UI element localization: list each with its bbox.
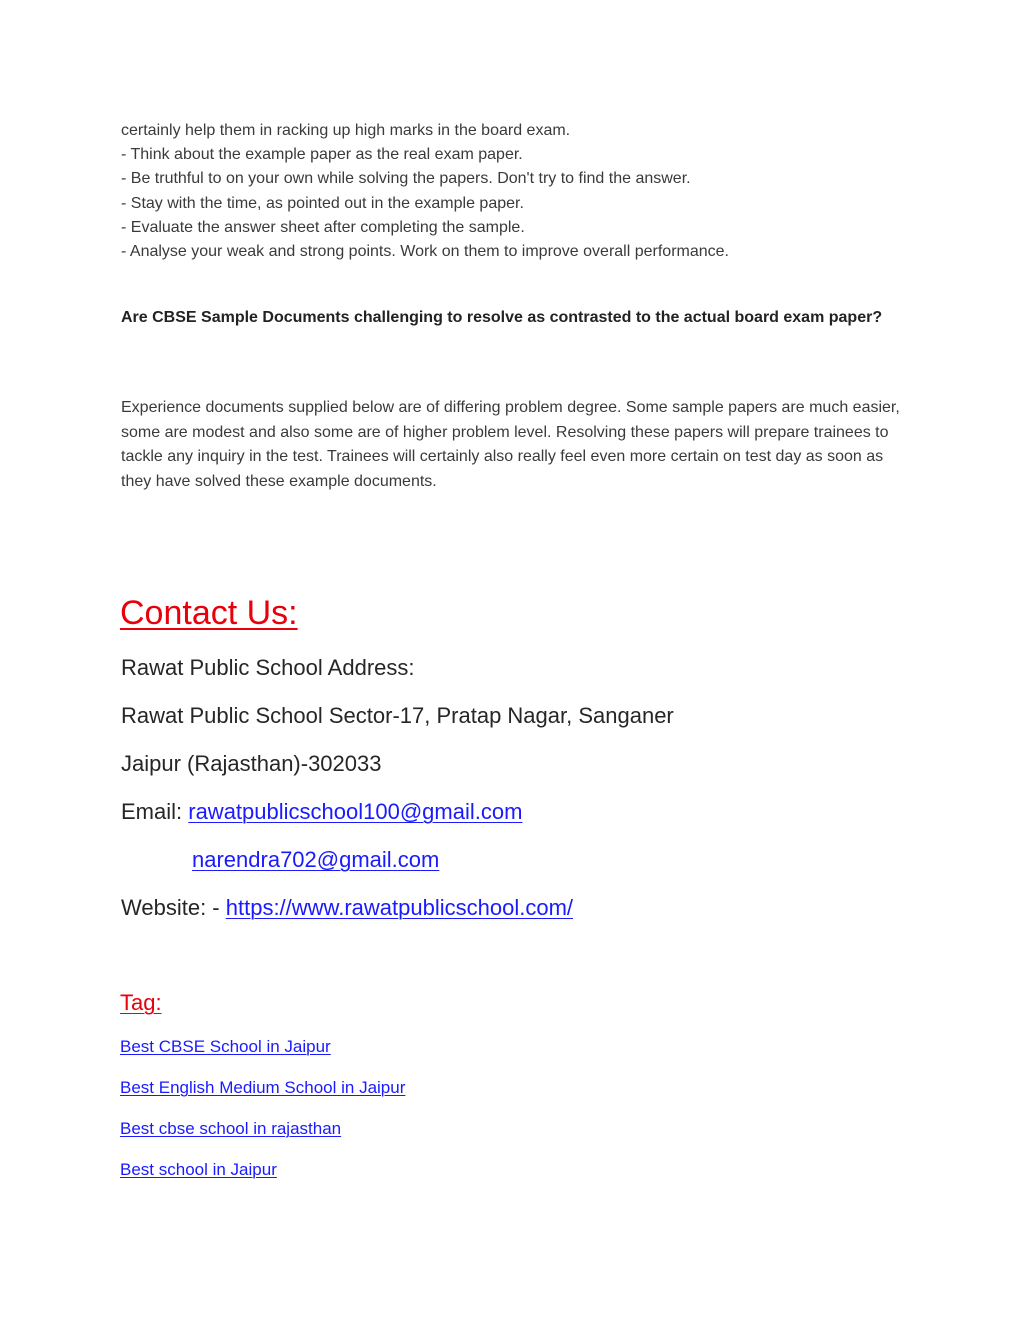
address-line-1: Rawat Public School Sector-17, Pratap Nagar, Sanganer (121, 703, 674, 728)
website-label: Website: - (121, 895, 226, 920)
contact-heading: Contact Us: (120, 594, 298, 632)
faq-answer: Experience documents supplied below are of differing problem degree. Some sample papers are much easier, some are modest and also some are of higher problem level. Resolving these papers will prepare trainees to tackle any inquiry in the test. Trainees will certainly also really feel even more certain on test day as soon as they have solved these example documents. (121, 399, 900, 490)
tag-link-english-medium[interactable]: Best English Medium School in Jaipur (120, 1078, 406, 1097)
intro-line: - Evaluate the answer sheet after completing the sample. (121, 218, 525, 236)
address-line-2: Jaipur (Rajasthan)-302033 (121, 751, 382, 776)
intro-line: certainly help them in racking up high marks in the board exam. (121, 122, 571, 139)
intro-line: - Think about the example paper as the real exam paper. (121, 146, 523, 164)
faq-question: Are CBSE Sample Documents challenging to resolve as contrasted to the actual board exam paper? (121, 309, 883, 326)
email-link-secondary[interactable]: narendra702@gmail.com (192, 847, 440, 872)
tag-heading: Tag: (120, 990, 162, 1015)
tag-link-cbse-jaipur[interactable]: Best CBSE School in Jaipur (120, 1037, 331, 1056)
address-label: Rawat Public School Address: (121, 655, 415, 680)
tag-link-cbse-rajasthan[interactable]: Best cbse school in rajasthan (120, 1119, 342, 1138)
intro-line: - Stay with the time, as pointed out in the example paper. (121, 194, 524, 212)
intro-line: - Analyse your weak and strong points. Work on them to improve overall performance. (121, 243, 729, 261)
email-link-primary[interactable]: rawatpublicschool100@gmail.com (188, 799, 523, 824)
email-row (121, 797, 522, 827)
intro-tips (121, 119, 911, 264)
email-label: Email: (121, 799, 189, 824)
website-row (121, 893, 573, 923)
website-link[interactable]: https://www.rawatpublicschool.com/ (225, 895, 574, 920)
tag-link-best-school-jaipur[interactable]: Best school in Jaipur (120, 1160, 277, 1179)
intro-line: - Be truthful to on your own while solving the papers. Don't try to find the answer. (121, 170, 691, 188)
